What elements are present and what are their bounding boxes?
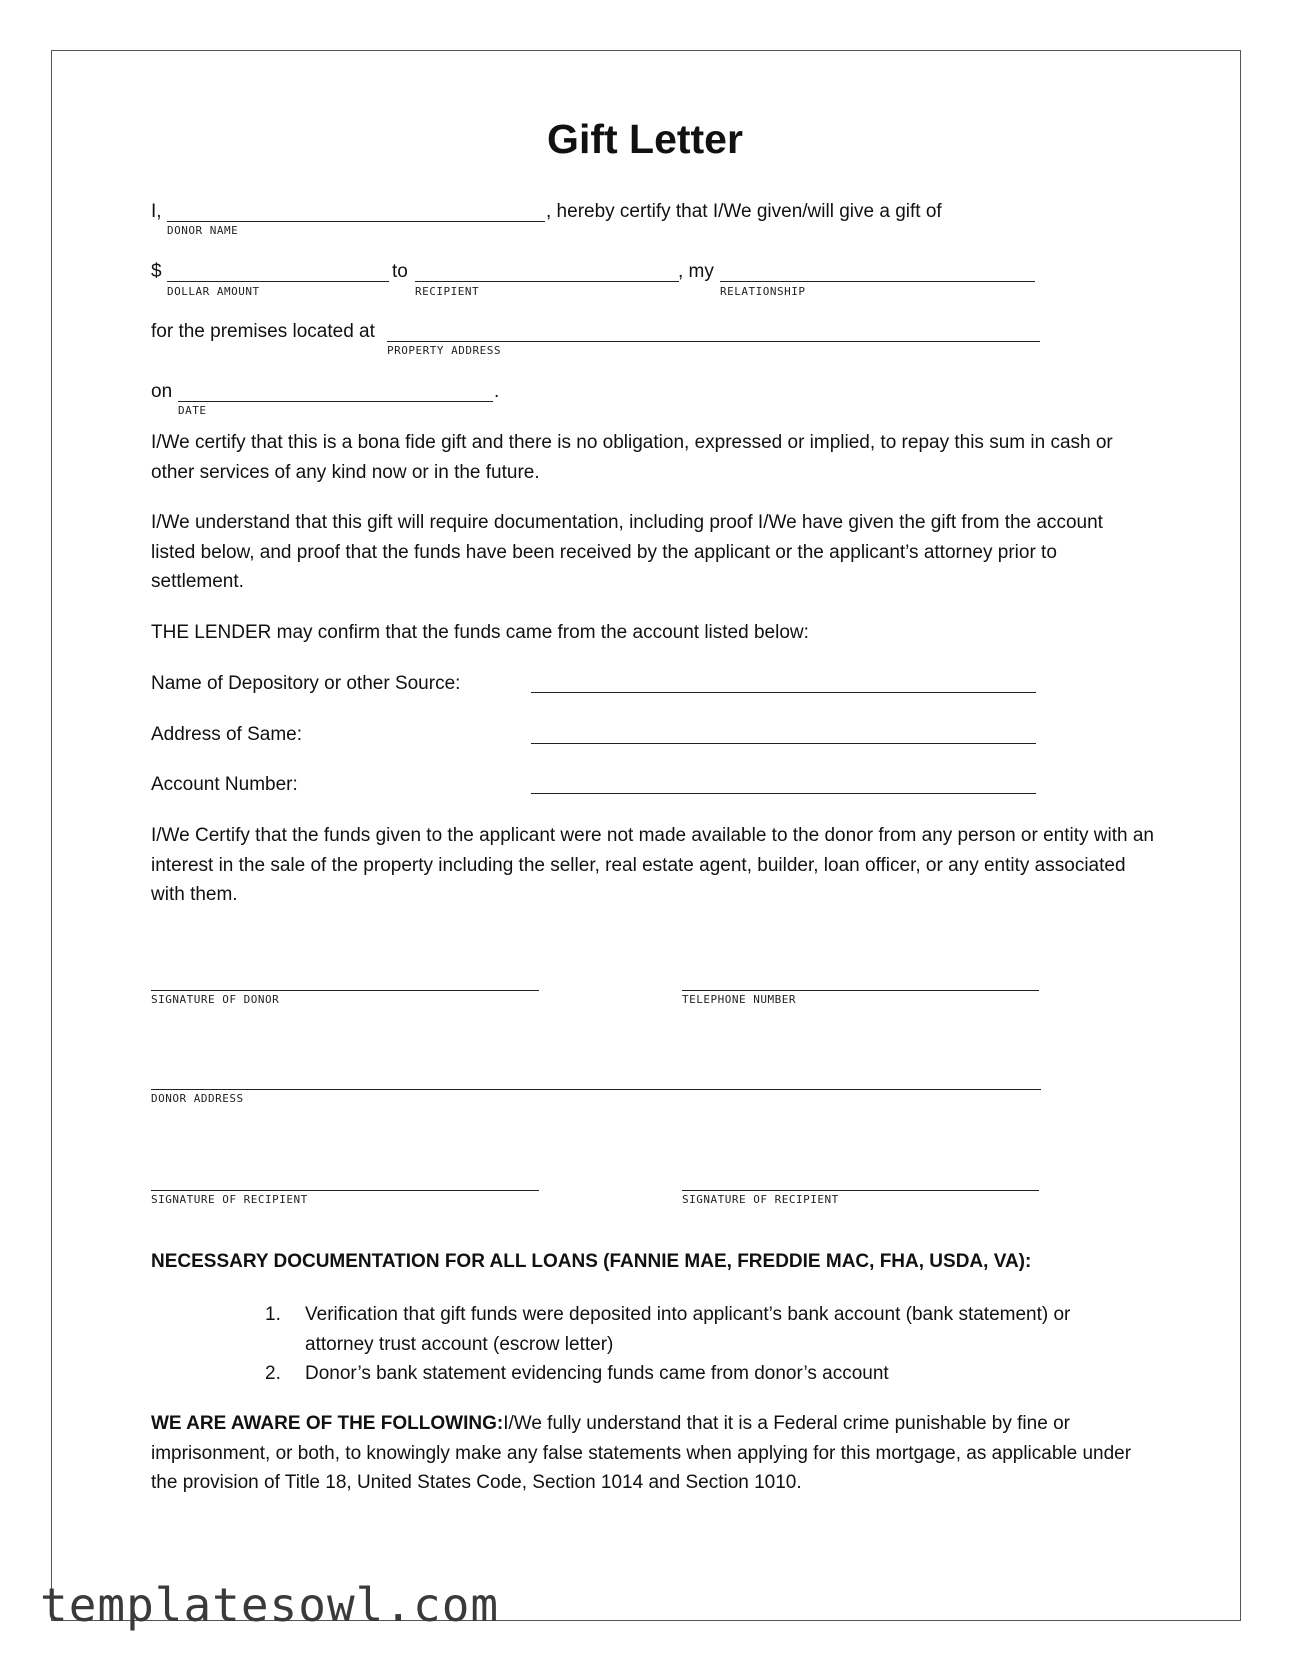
relationship-field[interactable]	[720, 281, 1035, 282]
recipient-field[interactable]	[415, 281, 679, 282]
row2-my: , my	[678, 261, 714, 282]
donor-address-caption: DONOR ADDRESS	[151, 1092, 244, 1105]
list-item-text: Donor’s bank statement evidencing funds came from donor’s account	[305, 1363, 889, 1384]
date-suffix: .	[494, 381, 500, 402]
dollar-amount-field[interactable]	[167, 281, 389, 282]
documentation-paragraph: I/We understand that this gift will require documentation, including proof I/We have given the gift from the account listed below, and proof that the funds have been received by the applicant or the applicant’s attorney prior to settlement.	[151, 512, 1103, 592]
aware-heading: WE ARE AWARE OF THE FOLLOWING:	[151, 1413, 504, 1434]
docs-list	[265, 1300, 1125, 1389]
donor-signature-field[interactable]	[151, 990, 539, 991]
dollar-amount-caption: DOLLAR AMOUNT	[167, 285, 260, 298]
certify-funds-paragraph: I/We Certify that the funds given to the applicant were not made available to the donor from any person or entity with an interest in the sale of the property including the seller, real estate agent, builder, loan officer, or any entity associated with them.	[151, 825, 1154, 905]
docs-heading: NECESSARY DOCUMENTATION FOR ALL LOANS (FANNIE MAE, FREDDIE MAC, FHA, USDA, VA):	[151, 1251, 1032, 1272]
row2-to: to	[392, 261, 408, 282]
property-address-caption: PROPERTY ADDRESS	[387, 344, 501, 357]
relationship-caption: RELATIONSHIP	[720, 285, 806, 298]
donor-name-field[interactable]	[167, 221, 545, 222]
address-of-same-label: Address of Same:	[151, 724, 303, 745]
list-item	[265, 1359, 1125, 1389]
recipient-signature-field-2[interactable]	[682, 1190, 1039, 1191]
date-field[interactable]	[178, 401, 493, 402]
property-address-field[interactable]	[387, 341, 1040, 342]
date-prefix: on	[151, 381, 173, 402]
list-item-number: 2.	[265, 1363, 281, 1384]
recipient-caption: RECIPIENT	[415, 285, 480, 298]
donor-address-field[interactable]	[151, 1089, 1041, 1090]
dollar-sign: $	[151, 261, 162, 282]
telephone-field[interactable]	[682, 990, 1039, 991]
page-title: Gift Letter	[547, 116, 743, 162]
watermark: templatesowl.com	[40, 1578, 500, 1632]
recipient-signature-field-1[interactable]	[151, 1190, 539, 1191]
lender-paragraph: THE LENDER may confirm that the funds came from the account listed below:	[151, 622, 809, 643]
bona-fide-paragraph: I/We certify that this is a bona fide gift and there is no obligation, expressed or implied, to repay this sum in cash or other services of any kind now or in the future.	[151, 432, 1113, 483]
donor-name-caption: DONOR NAME	[167, 224, 239, 237]
telephone-caption: TELEPHONE NUMBER	[682, 993, 796, 1006]
premises-label: for the premises located at	[151, 321, 375, 342]
donor-signature-caption: SIGNATURE OF DONOR	[151, 993, 280, 1006]
row1-prefix: I,	[151, 201, 162, 222]
list-item-number: 1.	[265, 1304, 281, 1325]
list-item	[265, 1300, 1125, 1359]
recipient-signature-caption-2: SIGNATURE OF RECIPIENT	[682, 1193, 839, 1206]
depository-label: Name of Depository or other Source:	[151, 673, 461, 694]
row1-suffix: , hereby certify that I/We given/will give a gift of	[546, 201, 942, 222]
address-of-same-field[interactable]	[531, 743, 1036, 744]
account-number-label: Account Number:	[151, 774, 298, 795]
aware-text: I/We fully understand that it is a Federal crime punishable by fine or imprisonment, or both, to knowingly make any false statements when applying for this mortgage, as applicable under the provision of Title 18, United States Code, Section 1014 and Section 1010.	[151, 1413, 1132, 1493]
aware-paragraph	[151, 1409, 1151, 1498]
date-caption: DATE	[178, 404, 207, 417]
depository-field[interactable]	[531, 692, 1036, 693]
recipient-signature-caption-1: SIGNATURE OF RECIPIENT	[151, 1193, 308, 1206]
list-item-text: Verification that gift funds were deposited into applicant’s bank account (bank statement) or attorney trust account (escrow letter)	[305, 1304, 1071, 1355]
account-number-field[interactable]	[531, 793, 1036, 794]
